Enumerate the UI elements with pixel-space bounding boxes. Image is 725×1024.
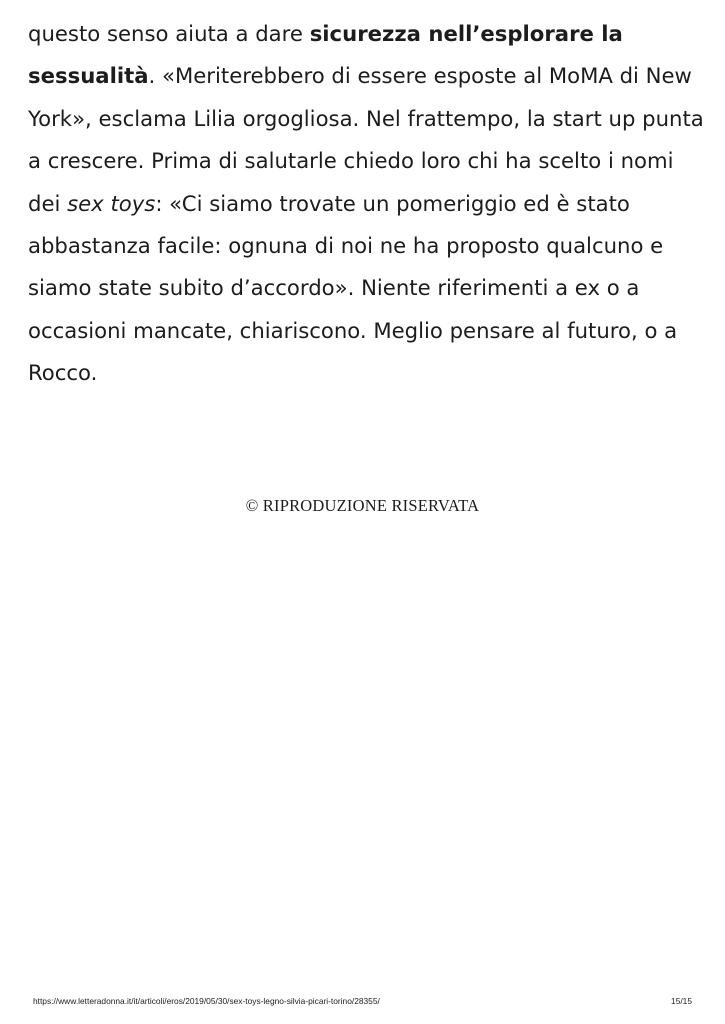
bold-highlight: sicurezza nell’esplorare la sessualità xyxy=(28,21,623,89)
page-number: 15/15 xyxy=(671,996,692,1006)
text-segment: questo senso aiuta a dare xyxy=(28,21,310,46)
article-paragraph xyxy=(28,13,708,395)
italic-term: sex toys xyxy=(67,190,156,216)
text-segment: . «Meriterebbero di essere esposte al MoMA di New York», esclama Lilia orgogliosa. Nel frattempo, la start up punta a crescere. Prima di salutarle chiedo loro chi ha scelto i nomi dei xyxy=(28,63,704,216)
source-url: https://www.letteradonna.it/it/articoli/eros/2019/05/30/sex-toys-legno-silvia-picari-torino/28355/ xyxy=(33,996,380,1006)
copyright-notice: © RIPRODUZIONE RISERVATA xyxy=(245,496,480,515)
text-segment: : «Ci siamo trovate un pomeriggio ed è stato abbastanza facile: ognuna di noi ne ha proposto qualcuno e siamo state subito d’accordo». Niente riferimenti a ex o a occasioni mancate, chiariscono. Meglio pensare al futuro, o a Rocco. xyxy=(28,190,678,386)
